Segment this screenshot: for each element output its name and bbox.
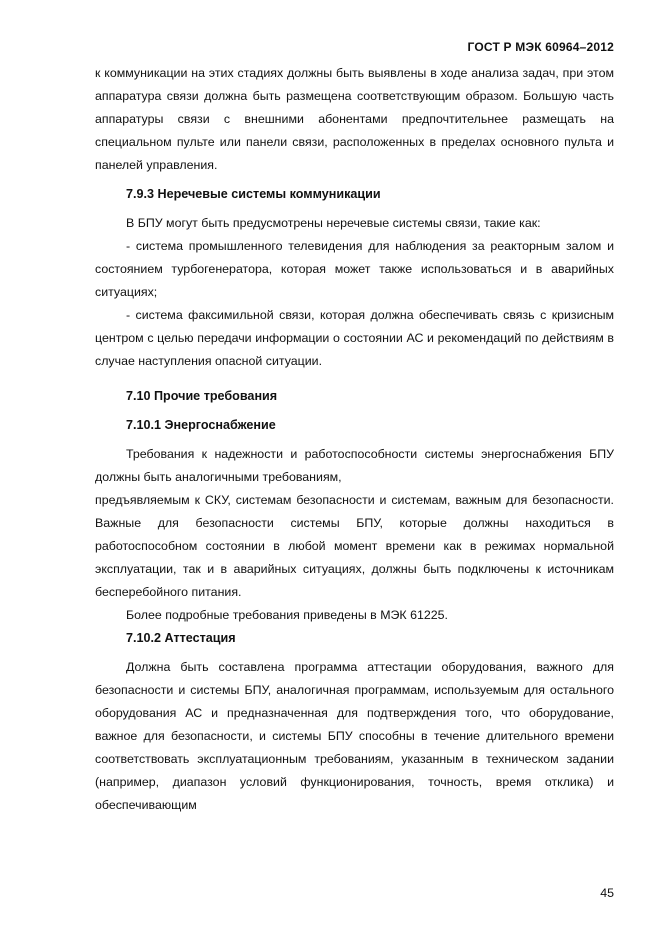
heading-7-10-2: 7.10.2 Аттестация [126,631,236,645]
heading-7-9-3: 7.9.3 Неречевые системы коммуникации [126,187,381,201]
heading-7-10: 7.10 Прочие требования [126,389,278,403]
paragraph-7-9-3-intro: В БПУ могут быть предусмотрены неречевые системы связи, такие как: [126,216,541,230]
paragraph-continuation: к коммуникации на этих стадиях должны быть выявлены в ходе анализа задач, при этом аппаратура связи должна быть размещена соответствующим образом. Большую часть аппаратуры связи с внешними абонентами предпочтительнее размещать на специальном пульте или панели связи, расположенных в пределах основного пульта и панелей управления. [95,66,614,172]
paragraph-certification: Должна быть составлена программа аттестации оборудования, важного для безопасности и системы БПУ, аналогичная программам, используемым для остального оборудования АС и предназначенная для подтверждения того, что оборудование, важное для безопасности, и системы БПУ способны в течение длительного времени соответствовать эксплуатационным требованиям, указанным в техническом задании (например, диапазон условий функционирования, точность, время отклика) и обеспечивающим [95,660,614,812]
paragraph-power-a: Требования к надежности и работоспособности системы энергоснабжения БПУ должны быть аналогичными требованиям, [95,447,614,484]
heading-7-10-1: 7.10.1 Энергоснабжение [126,418,276,432]
document-id: ГОСТ Р МЭК 60964–2012 [467,40,614,54]
list-item-cctv: - система промышленного телевидения для наблюдения за реакторным залом и состоянием турбогенератора, которая может также использоваться и в аварийных ситуациях; [95,239,614,299]
paragraph-power-b: предъявляемым к СКУ, системам безопасности и системам, важным для безопасности. Важные для безопасности системы БПУ, которые должны находиться в работоспособном состоянии в любой момент времени как в режимах нормальной эксплуатации, так и в аварийных ситуациях, должны быть подключены к источникам бесперебойного питания. [95,493,614,599]
paragraph-power-c: Более подробные требования приведены в МЭК 61225. [126,608,448,622]
page-number: 45 [600,886,614,900]
page-body [95,62,614,817]
list-item-fax: - система факсимильной связи, которая должна обеспечивать связь с кризисным центром с целью передачи информации о состоянии АС и рекомендаций по действиям в случае наступления опасной ситуации. [95,308,614,368]
